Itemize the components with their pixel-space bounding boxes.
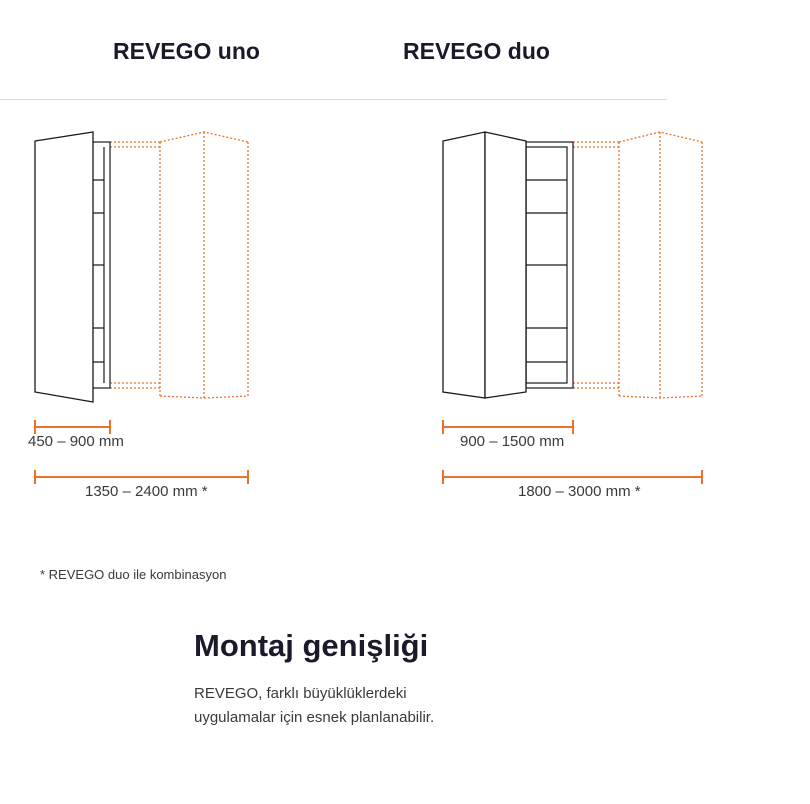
uno-single-dimension-line — [35, 420, 110, 434]
duo-cabinet — [526, 142, 573, 388]
revego-uno-title: REVEGO uno — [113, 38, 260, 64]
uno-extension-outline — [110, 132, 248, 398]
uno-cabinet — [92, 142, 110, 388]
revego-duo-drawing — [443, 132, 702, 484]
duo-combined-range-label: 1800 – 3000 mm * — [518, 483, 641, 500]
uno-door — [35, 132, 93, 402]
duo-single-range-label: 900 – 1500 mm — [460, 433, 565, 450]
duo-combined-dimension-line — [443, 470, 702, 484]
uno-combined-range-label: 1350 – 2400 mm * — [85, 483, 208, 500]
duo-door-right — [485, 132, 526, 398]
uno-single-range-label: 450 – 900 mm — [28, 433, 124, 450]
section-heading: Montaj genişliği — [194, 628, 429, 663]
uno-combined-dimension-line — [35, 470, 248, 484]
revego-duo-title: REVEGO duo — [403, 38, 550, 64]
revego-uno-drawing — [35, 132, 248, 484]
combination-footnote: * REVEGO duo ile kombinasyon — [40, 567, 227, 582]
duo-door-left — [443, 132, 485, 398]
section-description: REVEGO, farklı büyüklüklerdeki uygulamalar için esnek planlanabilir. — [194, 685, 435, 726]
duo-single-dimension-line — [443, 420, 573, 434]
duo-extension-outline — [573, 132, 702, 398]
